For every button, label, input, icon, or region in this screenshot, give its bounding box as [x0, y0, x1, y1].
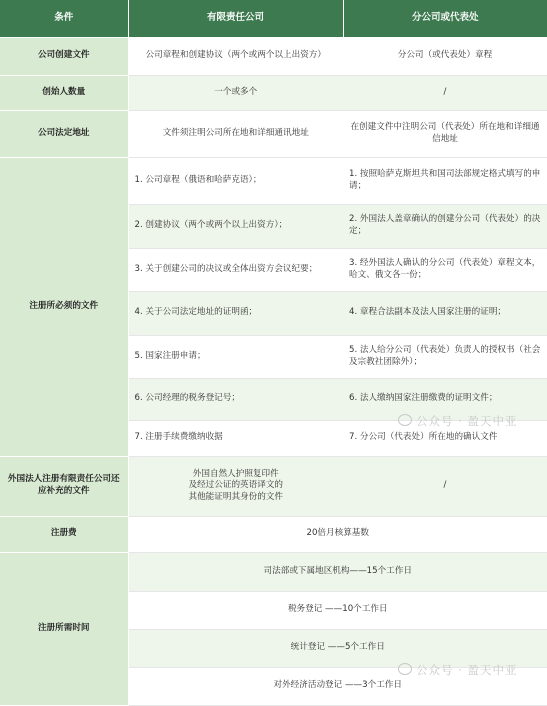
row-required-docs: [0, 157, 547, 204]
time-item: 统计登记 ——5个工作日: [128, 629, 547, 667]
wechat-icon: [398, 414, 412, 426]
header-condition: 条件: [0, 0, 128, 37]
llc-value: 一个或多个: [128, 75, 343, 110]
llc-value: 外国自然人护照复印件 及经过公证的英语译文的 其他能证明其身份的文件: [128, 456, 343, 516]
row-founders: [0, 75, 547, 110]
time-item: 税务登记 ——10个工作日: [128, 591, 547, 629]
llc-doc-item: 4. 关于公司法定地址的证明函；: [128, 291, 343, 335]
branch-doc-item: 1. 按照哈萨克斯坦共和国司法部规定格式填写的申请；: [343, 157, 547, 204]
branch-value: 分公司（或代表处）章程: [343, 37, 547, 75]
llc-doc-item: 6. 公司经理的税务登记号；: [128, 378, 343, 420]
wechat-icon: [398, 663, 412, 675]
header-branch: 分公司或代表处: [343, 0, 547, 37]
llc-doc-item: 3. 关于创建公司的决议或全体出资方会议纪要；: [128, 248, 343, 291]
llc-doc-item: 2. 创建协议（两个或两个以上出资方）；: [128, 204, 343, 248]
branch-value: 在创建文件中注明公司（代表处）所在地和详细通信地址: [343, 110, 547, 157]
llc-doc-item: 7. 注册手续费缴纳收据: [128, 420, 343, 456]
row-label: 外国法人注册有限责任公司还应补充的文件: [0, 456, 128, 516]
table-header-row: [0, 0, 547, 37]
watermark-text: 公众号 · 盈天中亚: [416, 414, 518, 428]
row-label: 注册费: [0, 516, 128, 552]
header-llc: 有限责任公司: [128, 0, 343, 37]
row-legal-address: [0, 110, 547, 157]
time-item: 司法部或下属地区机构——15个工作日: [128, 552, 547, 591]
branch-value: /: [343, 456, 547, 516]
row-label: 注册所必须的文件: [0, 157, 128, 456]
branch-doc-item: 5. 法人给分公司（代表处）负责人的授权书（社会及宗教社团除外）；: [343, 335, 547, 378]
row-founding-docs: [0, 37, 547, 75]
watermark: [398, 662, 517, 678]
row-label: 注册所需时间: [0, 552, 128, 705]
row-registration-time: [0, 552, 547, 591]
row-fee: [0, 516, 547, 552]
branch-doc-item: 6. 法人缴纳国家注册缴费的证明文件；: [343, 378, 547, 420]
llc-value: 公司章程和创建协议（两个或两个以上出资方）: [128, 37, 343, 75]
row-label: 公司创建文件: [0, 37, 128, 75]
watermark-text: 公众号 · 盈天中亚: [416, 663, 518, 677]
row-label: 公司法定地址: [0, 110, 128, 157]
llc-doc-item: 1. 公司章程（俄语和哈萨克语）；: [128, 157, 343, 204]
branch-value: /: [343, 75, 547, 110]
fee-value: 20倍月核算基数: [128, 516, 547, 552]
branch-doc-item: 2. 外国法人盖章确认的创建分公司（代表处）的决定；: [343, 204, 547, 248]
branch-doc-item: 3. 经外国法人确认的分公司（代表处）章程文本，哈文、俄文各一份；: [343, 248, 547, 291]
row-foreign-supplement: [0, 456, 547, 516]
llc-doc-item: 5. 国家注册申请；: [128, 335, 343, 378]
branch-doc-item: 7. 分公司（代表处）所在地的确认文件: [343, 420, 547, 456]
row-label: 创始人数量: [0, 75, 128, 110]
watermark: [398, 413, 517, 429]
time-item: 对外经济活动登记 ——3个工作日: [128, 667, 547, 705]
llc-value: 文件须注明公司所在地和详细通讯地址: [128, 110, 343, 157]
branch-doc-item: 4. 章程合法副本及法人国家注册的证明；: [343, 291, 547, 335]
